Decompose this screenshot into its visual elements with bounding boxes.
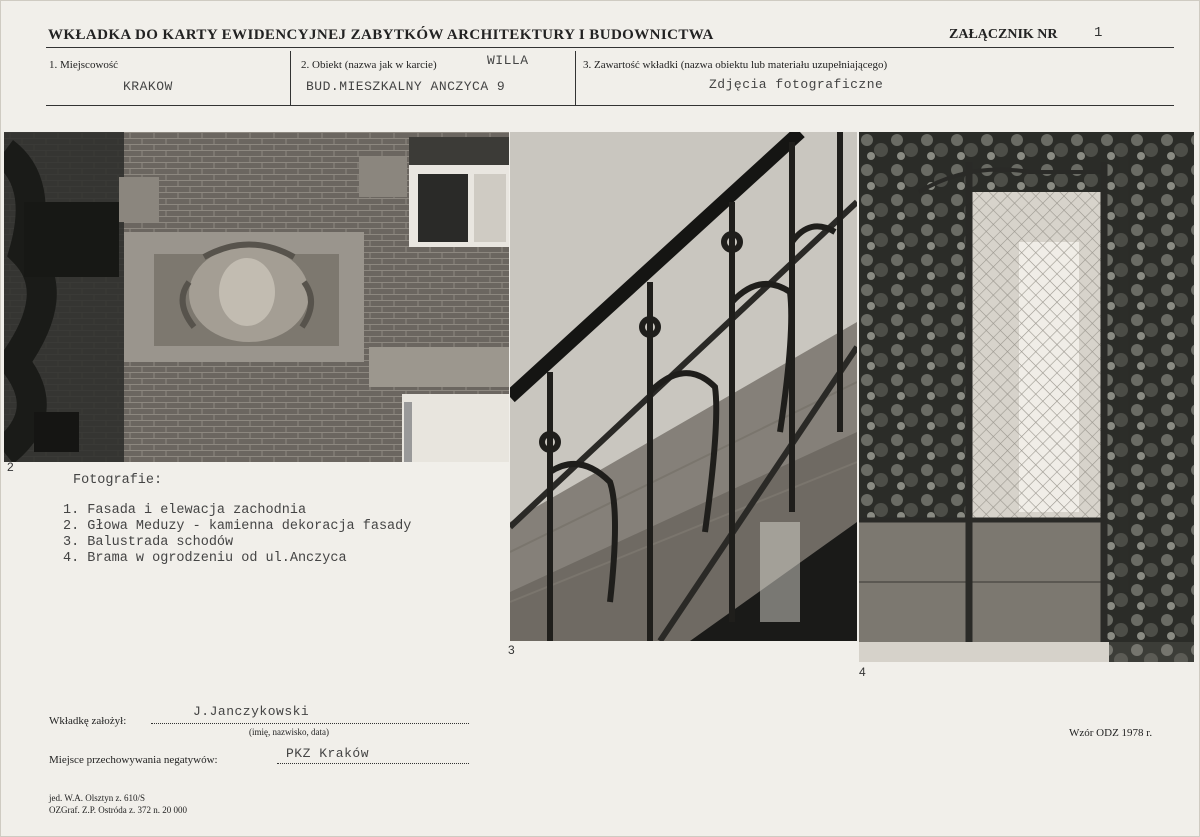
field-divider-1 — [290, 51, 291, 105]
storage-line — [277, 763, 469, 764]
print-line-1: jed. W.A. Olsztyn z. 610/S — [49, 793, 145, 803]
field-divider-2 — [575, 51, 576, 105]
created-by-sub: (imię, nazwisko, data) — [249, 727, 329, 737]
caption-item: 1. Fasada i elewacja zachodnia — [63, 503, 307, 518]
photo-number-3: 3 — [508, 643, 515, 657]
card-title: WKŁADKA DO KARTY EWIDENCYJNEJ ZABYTKÓW ARCHITEKTURY I BUDOWNICTWA — [48, 27, 714, 43]
caption-item: 2. Głowa Meduzy - kamienna dekoracja fasady — [63, 519, 412, 534]
caption-item: 4. Brama w ogrodzeniu od ul.Anczyca — [63, 551, 347, 566]
photo-number-2: 2 — [7, 460, 14, 474]
annex-number: 1 — [1094, 25, 1103, 41]
storage-value: PKZ Kraków — [286, 746, 370, 761]
annex-label: ZAŁĄCZNIK NR — [949, 27, 1058, 42]
content-value: Zdjęcia fotograficzne — [709, 77, 884, 92]
created-by-value: J.Janczykowski — [193, 704, 310, 719]
object-value-line1: WILLA — [487, 53, 529, 68]
photo-facade-medusa — [4, 132, 509, 462]
fields-bottom-rule — [46, 105, 1174, 106]
created-by-label: Wkładkę założył: — [49, 715, 127, 727]
locality-label: 1. Miejscowość — [49, 59, 119, 71]
header-rule — [46, 47, 1174, 48]
storage-label: Miejsce przechowywania negatywów: — [49, 754, 218, 766]
object-label: 2. Obiekt (nazwa jak w karcie) — [301, 59, 437, 71]
print-line-2: OZGraf. Z.P. Ostróda z. 372 n. 20 000 — [49, 805, 187, 815]
caption-title: Fotografie: — [73, 473, 163, 488]
template-note: Wzór ODZ 1978 r. — [1069, 727, 1153, 739]
locality-value: KRAKOW — [123, 79, 173, 94]
photo-number-4: 4 — [859, 665, 866, 679]
created-by-line — [151, 723, 469, 724]
photo-caption-list — [63, 473, 412, 567]
photo-staircase-railing — [510, 132, 857, 641]
photo-gate-fence — [859, 132, 1194, 662]
content-label: 3. Zawartość wkładki (nazwa obiektu lub materiału uzupełniającego) — [583, 59, 888, 71]
caption-item: 3. Balustrada schodów — [63, 535, 234, 550]
object-value-line2: BUD.MIESZKALNY ANCZYCA 9 — [306, 79, 506, 94]
